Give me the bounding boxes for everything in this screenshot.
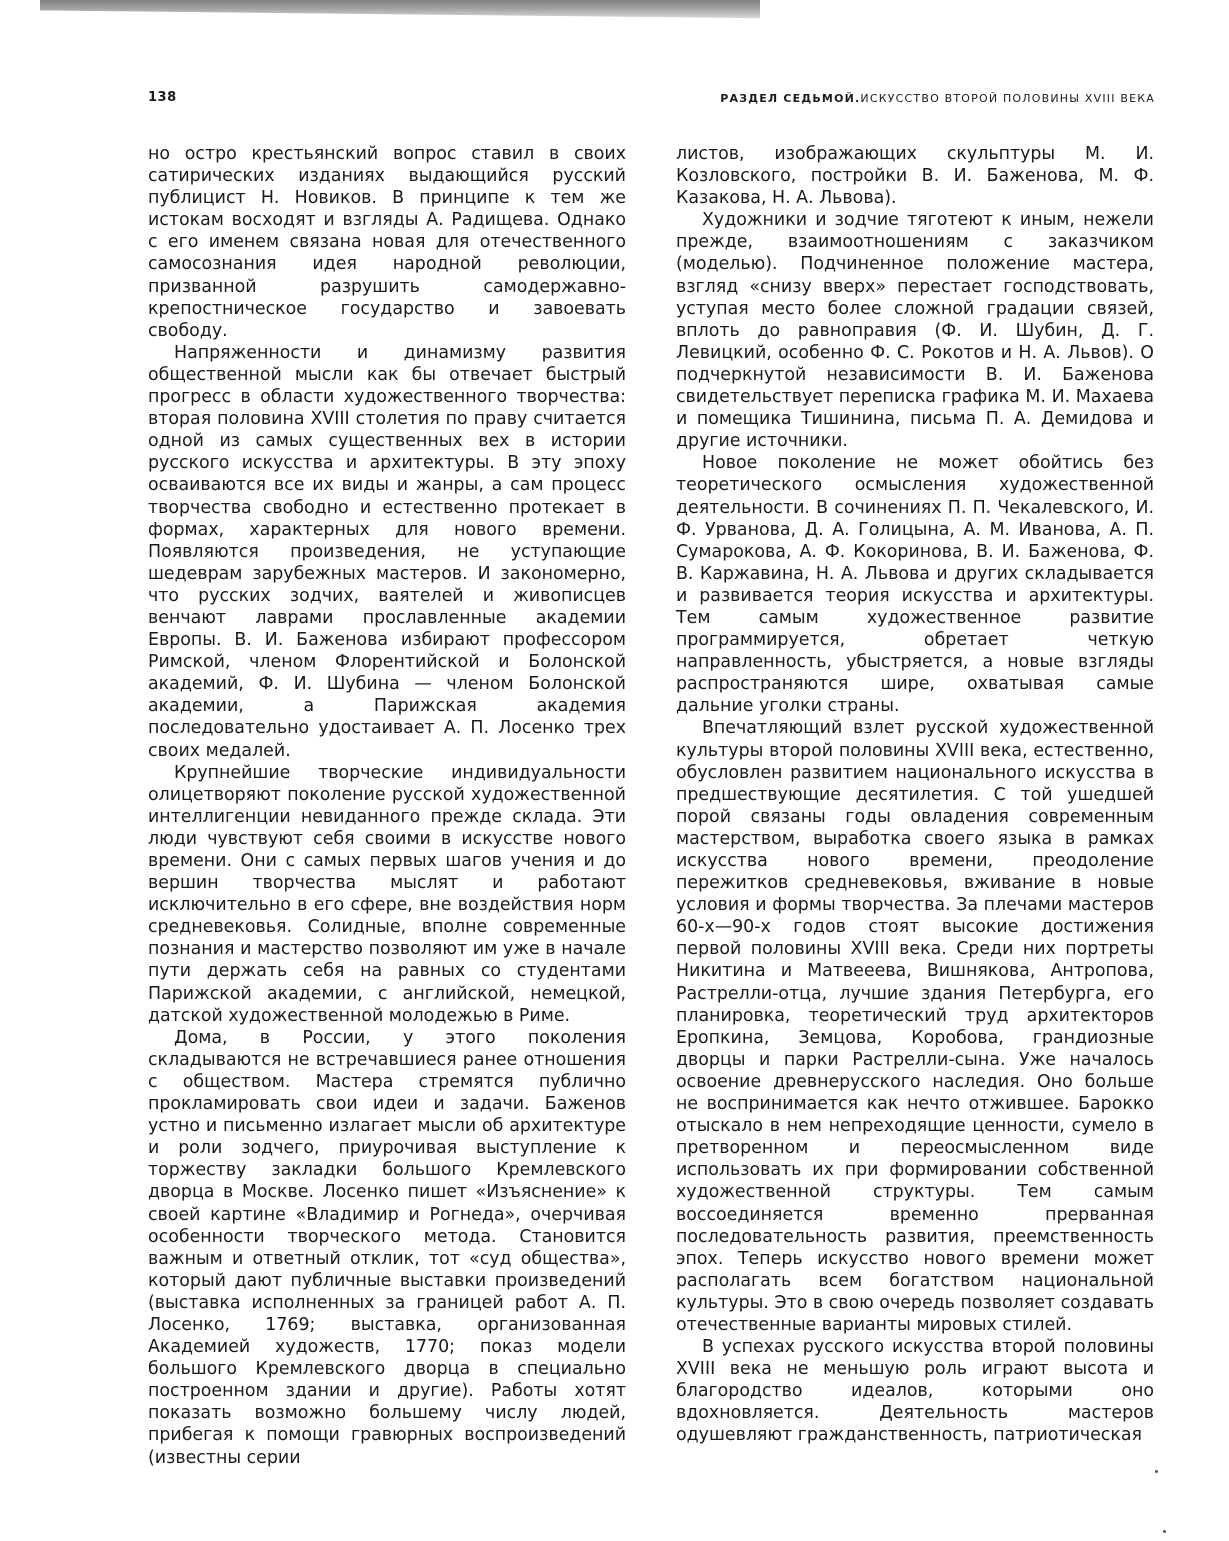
left-column [148, 143, 626, 1469]
scan-speck [1163, 1530, 1166, 1533]
paragraph: Новое поколение не может обойтись без теоретического осмысления художественной деятельности. В сочинениях П. П. Чекалевского, И. Ф. Урванова, Д. А. Голицына, А. М. Иванова, А. П. Сумарокова, А. Ф. Кокоринова, В. И. Баженова, Ф. В. Каржавина, Н. А. Львова и других складывается и развивается теория искусства и архитектуры. Тем самым художественное развитие программируется, обретает четкую направленность, убыстряется, а новые взгляды распространяются шире, охватывая самые дальние уголки страны. [676, 453, 1154, 717]
page-number: 138 [148, 90, 177, 105]
paragraph: Крупнейшие творческие индивидуальности олицетворяют поколение русской художественной интеллигенции невиданного прежде склада. Эти люди чувствуют себя своими в искусстве нового времени. Они с самых первых шагов учения и до вершин творчества мыслят и работают исключительно в его сфере, вне воздействия норм средневековья. Солидные, вполне современные познания и мастерство позволяют им уже в начале пути держать себя на равных со студентами Парижской академии, с английской, немецкой, датской художественной молодежью в Риме. [148, 762, 626, 1026]
scan-speck [1155, 1470, 1158, 1473]
right-column [676, 143, 1154, 1447]
paragraph: Напряженности и динамизму развития общественной мысли как бы отвечает быстрый прогресс в области художественного творчества: вторая половина XVIII столетия по праву считается одной из самых существенных вех в истории русского искусства и архитектуры. В эту эпоху осваиваются все их виды и жанры, а сам процесс творчества свободно и естественно протекает в формах, характерных для нового времени. Появляются произведения, не уступающие шедеврам зарубежных мастеров. И закономерно, что русских зодчих, ваятелей и живописцев венчают лаврами прославленные академии Европы. В. И. Баженова избирают профессором Римской, членом Флорентийской и Болонской академий, Ф. И. Шубина — членом Болонской академии, а Парижская академия последовательно удостаивает А. П. Лосенко трех своих медалей. [148, 342, 626, 761]
running-head-section: РАЗДЕЛ СЕДЬМОЙ. [720, 92, 861, 105]
scan-shadow-edge [40, 0, 760, 26]
paragraph: Дома, в России, у этого поколения складываются не встречавшиеся ранее отношения с обществом. Мастера стремятся публично прокламировать свои идеи и задачи. Баженов устно и письменно излагает мысли об архитектуре и роли зодчего, приурочивая выступление к торжеству закладки большого Кремлевского дворца в Москве. Лосенко пишет «Изъяснение» к своей картине «Владимир и Рогнеда», очерчивая особенности творческого метода. Становится важным и ответный отклик, тот «суд общества», который дают публичные выставки произведений (выставка исполненных за границей работ А. П. Лосенко, 1769; выставка, организованная Академией художеств, 1770; показ модели большого Кремлевского дворца в специально построенном здании и другие). Работы хотят показать возможно большему числу людей, прибегая к помощи гравюрных воспроизведений (известны серии [148, 1027, 626, 1468]
paragraph: В успехах русского искусства второй половины XVIII века не меньшую роль играют высота и благородство идеалов, которыми оно вдохновляется. Деятельность мастеров одушевляют гражданственность, патриотическая [676, 1337, 1154, 1446]
paragraph: Впечатляющий взлет русской художественной культуры второй половины XVIII века, естественно, обусловлен развитием национального искусства в предшествующие десятилетия. С той ушедшей порой связаны годы овладения современным мастерством, выработка своего языка в рамках искусства нового времени, преодоление пережитков средневековья, вживание в новые условия и формы творчества. За плечами мастеров 60-х—90-х годов стоят высокие достижения первой половины XVIII века. Среди них портреты Никитина и Матвееева, Вишнякова, Антропова, Растрелли-отца, лучшие здания Петербурга, его планировка, теоретический труд архитекторов Еропкина, Земцова, Коробова, грандиозные дворцы и парки Растрелли-сына. Уже началось освоение древнерусского наследия. Оно больше не воспринимается как нечто отжившее. Барокко отыскало в нем непреходящие ценности, сумело в претворенном и переосмысленном виде использовать их при формировании собственной художественной структуры. Тем самым воссоединяется временно прерванная последовательность развития, преемственность эпох. Теперь искусство нового времени может располагать всем богатством национальной культуры. Это в свою очередь позволяет создавать отечественные варианты мировых стилей. [676, 718, 1154, 1335]
running-head [720, 92, 1155, 105]
paragraph: но остро крестьянский вопрос ставил в своих сатирических изданиях выдающийся русский публицист Н. Новиков. В принципе к тем же истокам восходят и взгляды А. Радищева. Однако с его именем связана новая для отечественного самосознания идея народной революции, призванной разрушить самодержавно-крепостническое государство и завоевать свободу. [148, 144, 626, 341]
paragraph: Художники и зодчие тяготеют к иным, нежели прежде, взаимоотношениям с заказчиком (моделью). Подчиненное положение мастера, взгляд «снизу вверх» перестает господствовать, уступая место более сложной градации связей, вплоть до равноправия (Ф. И. Шубин, Д. Г. Левицкий, особенно Ф. С. Рокотов и Н. А. Львов). О подчеркнутой независимости В. И. Баженова свидетельствует переписка графика М. И. Махаева и помещика Тишинина, письма П. А. Демидова и другие источники. [676, 210, 1154, 452]
running-head-title: ИСКУССТВО ВТОРОЙ ПОЛОВИНЫ XVIII ВЕКА [860, 92, 1155, 105]
paragraph: листов, изображающих скульптуры М. И. Козловского, постройки В. И. Баженова, М. Ф. Казакова, Н. А. Львова). [676, 144, 1154, 209]
